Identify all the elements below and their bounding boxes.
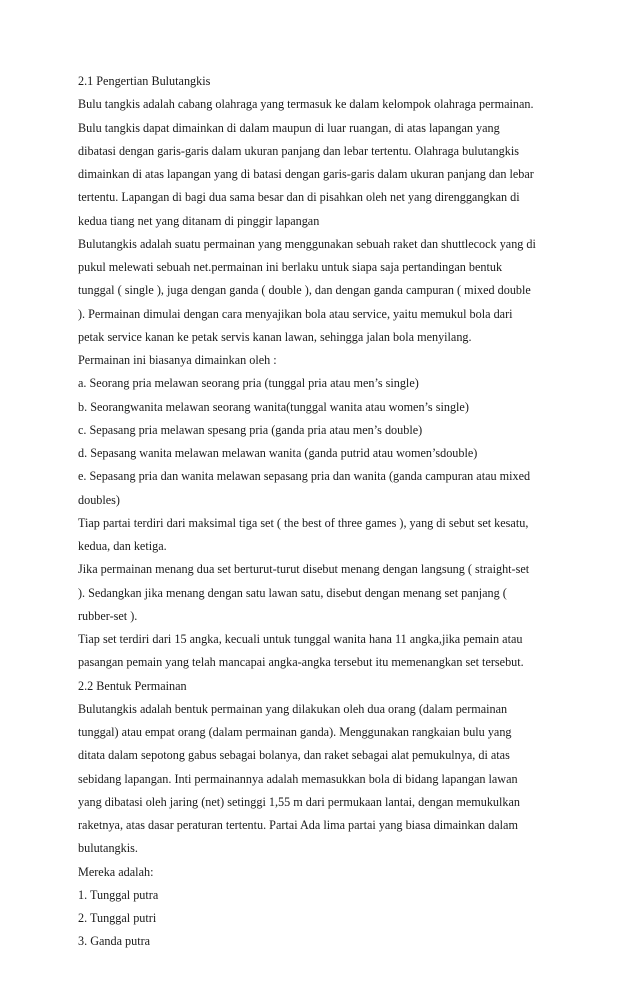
paragraph-line: Tiap partai terdiri dari maksimal tiga set ( the best of three games ), yang di sebut set kesatu, <box>78 515 529 530</box>
paragraph-line: rubber-set ). <box>78 608 138 623</box>
paragraph-line: Tiap set terdiri dari 15 angka, kecuali untuk tunggal wanita hana 11 angka,jika pemain atau <box>78 632 523 646</box>
list-item: 1. Tunggal putra <box>78 887 159 902</box>
paragraph-line: sebidang lapangan. Inti permainannya adalah memasukkan bola di bidang lapangan lawan <box>78 771 518 786</box>
paragraph-line: pukul melewati sebuah net.permainan ini berlaku untuk siapa saja pertandingan bentuk <box>78 260 503 274</box>
paragraph-line: tunggal) atau empat orang (dalam permainan ganda). Menggunakan rangkaian bulu yang <box>78 725 512 739</box>
paragraph-line: Bulutangkis adalah bentuk permainan yang dilakukan oleh dua orang (dalam permainan <box>78 701 508 716</box>
list-item: b. Seorangwanita melawan seorang wanita(tunggal wanita atau women’s single) <box>78 399 469 414</box>
paragraph-line: tertentu. Lapangan di bagi dua sama besar dan di pisahkan oleh net yang direnggangkan di <box>78 190 520 205</box>
paragraph-line: Bulu tangkis dapat dimainkan di dalam maupun di luar ruangan, di atas lapangan yang <box>78 120 500 135</box>
list-item: a. Seorang pria melawan seorang pria (tunggal pria atau men’s single) <box>78 376 419 391</box>
paragraph-line: ). Permainan dimulai dengan cara menyajikan bola atau service, yaitu memukul bola dari <box>78 306 513 321</box>
paragraph-line: Bulutangkis adalah suatu permainan yang menggunakan sebuah raket dan shuttlecock yang di <box>78 236 536 251</box>
paragraph-line: bulutangkis. <box>78 841 138 856</box>
list-item: d. Sepasang wanita melawan melawan wanita (ganda putrid atau women’sdouble) <box>78 446 478 460</box>
paragraph-line: ditata dalam sepotong gabus sebagai bolanya, dan raket sebagai alat pemukulnya, di atas <box>78 748 510 763</box>
paragraph-line: Bulu tangkis adalah cabang olahraga yang termasuk ke dalam kelompok olahraga permainan. <box>78 97 534 112</box>
paragraph-line: ). Sedangkan jika menang dengan satu lawan satu, disebut dengan menang set panjang ( <box>78 585 507 600</box>
paragraph-line: Mereka adalah: <box>78 864 154 879</box>
list-item: 2. Tunggal putri <box>78 911 157 925</box>
list-item: doubles) <box>78 492 120 507</box>
paragraph-line: pasangan pemain yang telah mancapai angka-angka tersebut itu memenangkan set tersebut. <box>78 655 524 670</box>
paragraph-line: yang dibatasi oleh jaring (net) setinggi 1,55 m dari permukaan lantai, dengan memukulkan <box>78 794 521 809</box>
paragraph-line: petak service kanan ke petak servis kanan lawan, sehingga jalan bola menyilang. <box>78 329 472 344</box>
paragraph-line: kedua, dan ketiga. <box>78 539 167 553</box>
paragraph-line: dibatasi dengan garis-garis dalam ukuran panjang dan lebar tertentu. Olahraga bulutangkis <box>78 143 519 158</box>
paragraph-line: raketnya, atas dasar peraturan tertentu. Partai Ada lima partai yang biasa dimainkan dalam <box>78 818 518 832</box>
paragraph-line: Jika permainan menang dua set berturut-turut disebut menang dengan langsung ( straight-set <box>78 562 530 577</box>
paragraph-line: Permainan ini biasanya dimainkan oleh : <box>78 353 277 367</box>
list-item: 3. Ganda putra <box>78 934 151 949</box>
list-item: e. Sepasang pria dan wanita melawan sepasang pria dan wanita (ganda campuran atau mixed <box>78 469 531 484</box>
document-page <box>78 70 578 954</box>
list-item: c. Sepasang pria melawan spesang pria (ganda pria atau men’s double) <box>78 422 423 437</box>
section-heading: 2.2 Bentuk Permainan <box>78 678 187 693</box>
paragraph-line: kedua tiang net yang ditanam di pinggir lapangan <box>78 213 320 228</box>
paragraph-line: tunggal ( single ), juga dengan ganda ( double ), dan dengan ganda campuran ( mixed double <box>78 283 531 298</box>
section-heading: 2.1 Pengertian Bulutangkis <box>78 74 211 88</box>
paragraph-line: dimainkan di atas lapangan yang di batasi dengan garis-garis dalam ukuran panjang dan lebar <box>78 167 534 181</box>
